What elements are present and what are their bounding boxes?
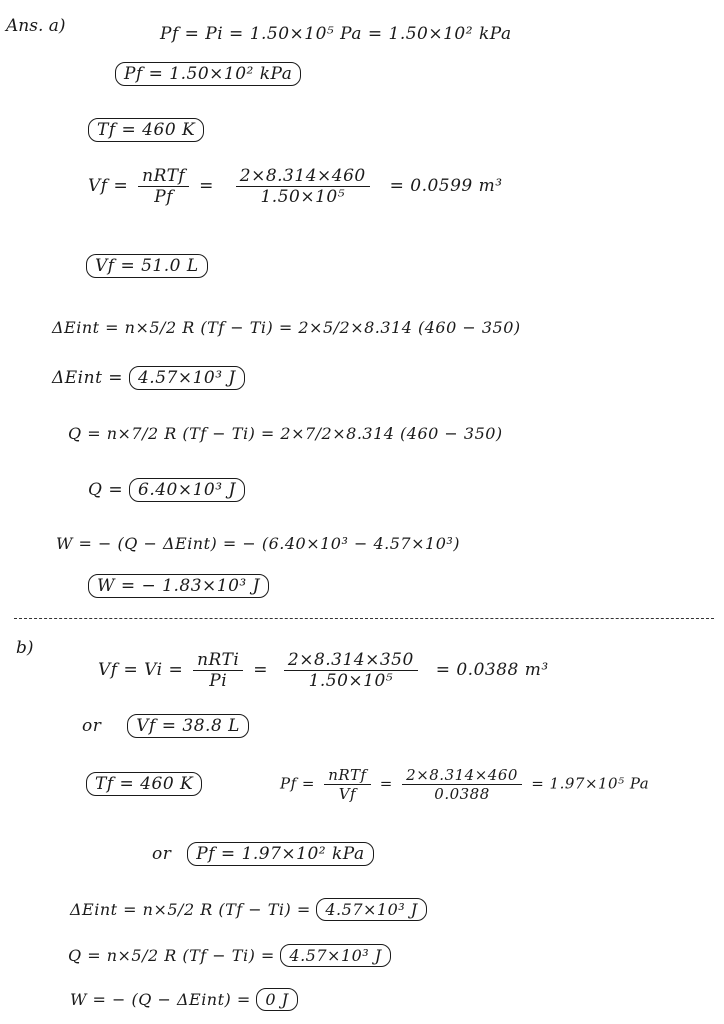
vf-boxed-answer-a (86, 254, 208, 278)
q-box-b: 4.57×10³ J (280, 944, 390, 967)
vf-frac2-den-a: 1.50×10⁵ (260, 187, 346, 207)
w-box-a: W = − 1.83×10³ J (88, 574, 269, 598)
vf-frac-den-b: Pi (209, 671, 228, 691)
w-equation-a: W = − (Q − ΔEint) = − (6.40×10³ − 4.57×10³) (56, 534, 461, 553)
vf-fraction2-b (284, 650, 418, 691)
q-box-a: 6.40×10³ J (129, 478, 245, 502)
vf-frac-num-b: nRTi (193, 650, 243, 671)
pf-frac2-den-b: 0.0388 (434, 785, 490, 803)
q-equation-b (68, 944, 391, 967)
vf-result-a: = 0.0599 m³ (389, 176, 503, 196)
pf-fraction-b (324, 766, 370, 803)
tf-box-a: Tf = 460 K (88, 118, 204, 142)
vf-box-b: Vf = 38.8 L (127, 714, 249, 738)
pf-boxed-answer-a (115, 62, 301, 86)
vf-frac2-num-b: 2×8.314×350 (284, 650, 418, 671)
w-result-a (88, 574, 269, 598)
q-line-b: Q = n×5/2 R (Tf − Ti) = (68, 946, 275, 965)
vf-frac2-num-a: 2×8.314×460 (236, 166, 370, 187)
q-result-a (88, 478, 245, 502)
vf-left-b: Vf = Vi = (98, 660, 184, 680)
vf-box-a: Vf = 51.0 L (86, 254, 208, 278)
pf-frac-num-b: nRTf (324, 766, 370, 785)
vf-equals-b: = (253, 660, 268, 680)
vf-equals-a: = (199, 176, 214, 196)
tf-boxed-answer-b (86, 772, 202, 796)
deint-equation-a: ΔEint = n×5/2 R (Tf − Ti) = 2×5/2×8.314 (460 − 350) (52, 318, 521, 337)
w-line-b: W = − (Q − ΔEint) = (70, 990, 251, 1009)
deint-box-a: 4.57×10³ J (129, 366, 245, 390)
deint-result-a (52, 366, 245, 390)
or-label-1: or (82, 716, 102, 736)
pf-box-b: Pf = 1.97×10² kPa (187, 842, 373, 866)
q-equation-a: Q = n×7/2 R (Tf − Ti) = 2×7/2×8.314 (460 − 350) (68, 424, 503, 443)
answer-label-a: Ans. a) (6, 16, 66, 36)
tf-boxed-answer-a (88, 118, 204, 142)
vf-fraction-a (138, 166, 189, 207)
vf-left-a: Vf = (88, 176, 129, 196)
pf-equation-a: Pf = Pi = 1.50×10⁵ Pa = 1.50×10² kPa (160, 24, 512, 44)
pf-boxed-answer-b (152, 842, 374, 866)
w-box-b: 0 J (256, 988, 297, 1011)
or-label-2: or (152, 844, 172, 864)
vf-frac2-den-b: 1.50×10⁵ (308, 671, 394, 691)
deint-line-b: ΔEint = n×5/2 R (Tf − Ti) = (70, 900, 311, 919)
deint-box-b: 4.57×10³ J (316, 898, 426, 921)
deint-left-a: ΔEint = (52, 368, 124, 388)
deint-equation-b (70, 898, 427, 921)
w-equation-b (70, 988, 298, 1011)
vf-fraction2-a (236, 166, 370, 207)
pf-frac2-num-b: 2×8.314×460 (402, 766, 522, 785)
pf-frac-den-b: Vf (338, 785, 357, 803)
vf-boxed-answer-b (82, 714, 249, 738)
answer-label-b: b) (16, 638, 34, 658)
vf-result-b: = 0.0388 m³ (435, 660, 549, 680)
pf-left-b: Pf = (280, 774, 315, 793)
vf-frac-num-a: nRTf (138, 166, 189, 187)
pf-result-b: = 1.97×10⁵ Pa (531, 774, 650, 793)
section-divider (14, 618, 714, 619)
pf-equals-b: = (379, 774, 393, 793)
vf-equation-a (88, 166, 503, 207)
tf-box-b: Tf = 460 K (86, 772, 202, 796)
q-left-a: Q = (88, 480, 124, 500)
pf-equation-b (280, 766, 649, 803)
pf-fraction2-b (402, 766, 522, 803)
pf-box-a: Pf = 1.50×10² kPa (115, 62, 301, 86)
vf-fraction-b (193, 650, 243, 691)
vf-equation-b (98, 650, 549, 691)
vf-frac-den-a: Pf (154, 187, 174, 207)
